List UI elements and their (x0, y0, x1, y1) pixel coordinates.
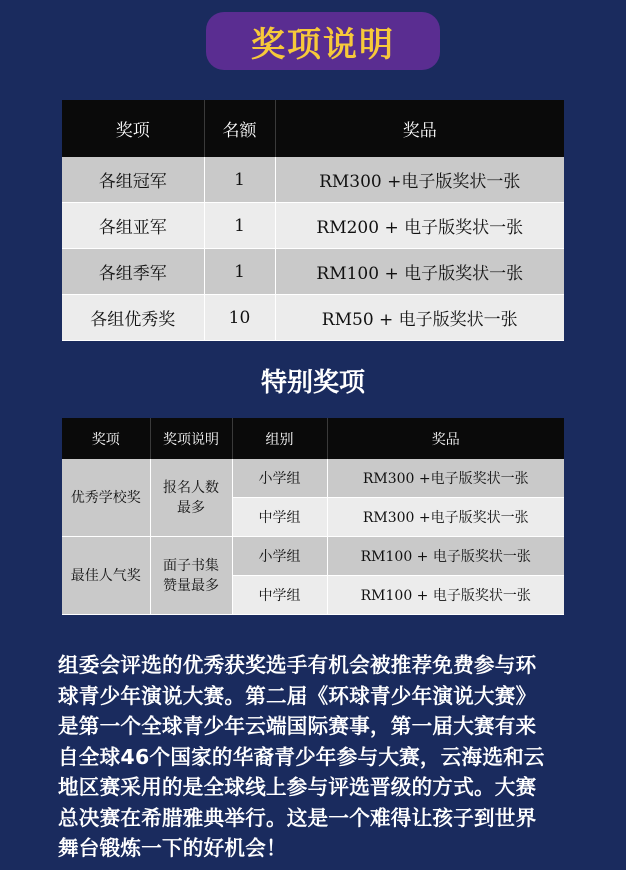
prize-cell: RM300 +电子版奖状一张 (275, 157, 564, 203)
quota-cell: 10 (204, 295, 275, 341)
description-line: 赞量最多 (163, 577, 219, 594)
paragraph-line: 球青少年演说大赛。第二届《环球青少年演说大赛》 (58, 683, 537, 708)
award-cell: 各组季军 (62, 249, 204, 295)
award-cell: 各组优秀奖 (62, 295, 204, 341)
description-paragraph (58, 650, 578, 864)
group-cell: 小学组 (232, 537, 327, 576)
paragraph-line: 是第一个全球青少年云端国际赛事，第一届大赛有来 (58, 714, 537, 738)
description-cell (150, 459, 232, 537)
table-row (62, 295, 564, 341)
quota-cell: 1 (204, 249, 275, 295)
prize-cell: RM300 +电子版奖状一张 (327, 459, 564, 498)
title-banner (206, 12, 440, 70)
description-line: 面子书集 (163, 557, 219, 574)
award-cell: 各组冠军 (62, 157, 204, 203)
table-row (62, 157, 564, 203)
table-row (62, 203, 564, 249)
column-header-group: 组别 (232, 418, 327, 459)
description-line: 报名人数 (163, 479, 219, 496)
page-title: 奖项说明 (251, 24, 395, 65)
paragraph-line: 自全球46个国家的华裔青少年参与大赛，云海选和云 (58, 744, 545, 769)
column-header-quota: 名额 (204, 100, 275, 157)
prize-cell: RM300 +电子版奖状一张 (327, 498, 564, 537)
column-header-prize: 奖品 (327, 418, 564, 459)
special-awards-table (62, 418, 564, 615)
description-line: 最多 (177, 499, 205, 516)
column-header-award: 奖项 (62, 418, 150, 459)
paragraph-line: 总决赛在希腊雅典举行。这是一个难得让孩子到世界 (58, 805, 537, 830)
special-table-header (62, 418, 564, 459)
paragraph-line: 组委会评选的优秀获奖选手有机会被推荐免费参与环 (58, 653, 537, 677)
group-cell: 中学组 (232, 498, 327, 537)
prize-cell: RM50 + 电子版奖状一张 (275, 295, 564, 341)
column-header-award: 奖项 (62, 100, 204, 157)
award-cell: 优秀学校奖 (62, 459, 150, 537)
description-cell (150, 537, 232, 615)
special-awards-title: 特别奖项 (260, 368, 365, 398)
paragraph-line: 舞台锻炼一下的好机会！ (58, 836, 287, 860)
award-cell: 最佳人气奖 (62, 537, 150, 615)
award-cell: 各组亚军 (62, 203, 204, 249)
paragraph-line: 地区赛采用的是全球线上参与评选晋级的方式。大赛 (58, 775, 537, 799)
quota-cell: 1 (204, 157, 275, 203)
prize-cell: RM100 + 电子版奖状一张 (327, 576, 564, 615)
column-header-description: 奖项说明 (150, 418, 232, 459)
column-header-prize: 奖品 (275, 100, 564, 157)
table-row (62, 459, 564, 498)
table-row (62, 249, 564, 295)
prize-table-header (62, 100, 564, 157)
prize-cell: RM100 + 电子版奖状一张 (275, 249, 564, 295)
prize-cell: RM200 + 电子版奖状一张 (275, 203, 564, 249)
prize-table (62, 100, 564, 341)
table-row (62, 537, 564, 576)
quota-cell: 1 (204, 203, 275, 249)
group-cell: 中学组 (232, 576, 327, 615)
group-cell: 小学组 (232, 459, 327, 498)
prize-cell: RM100 + 电子版奖状一张 (327, 537, 564, 576)
